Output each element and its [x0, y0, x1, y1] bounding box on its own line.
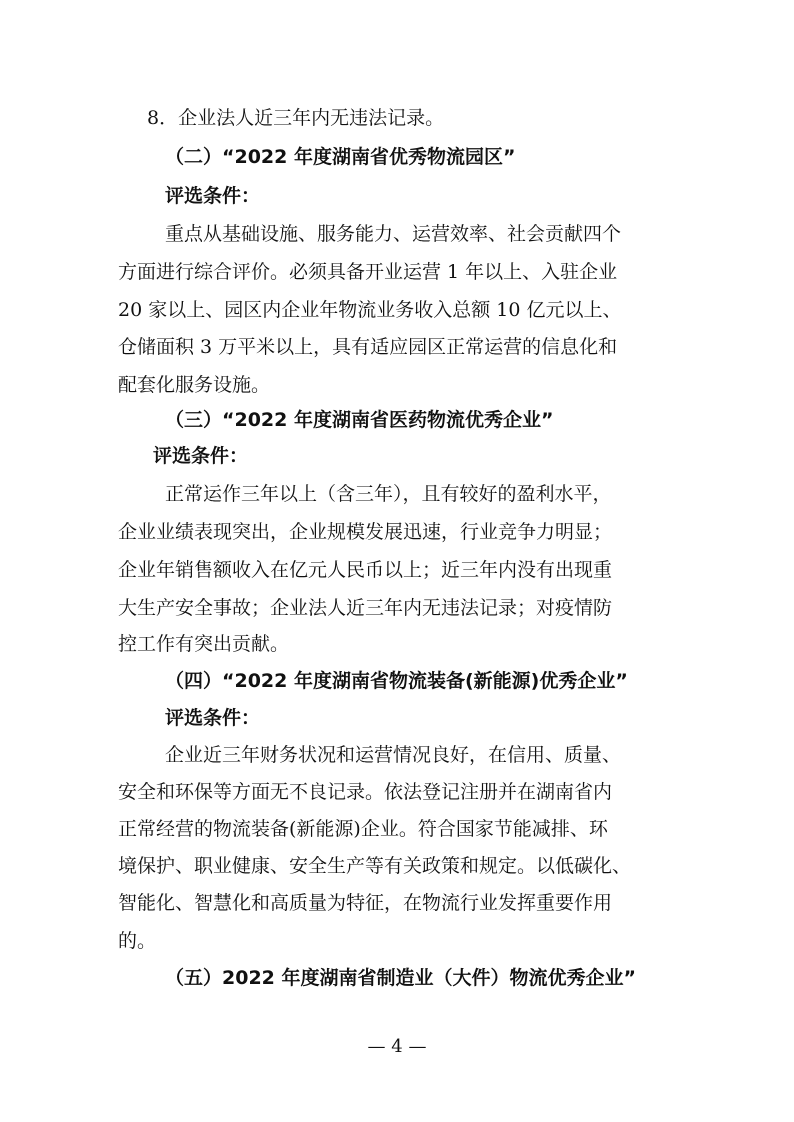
section-4-heading: （四）“2022 年度湖南省物流装备(新能源)优秀企业” — [165, 670, 628, 692]
item-8-text: 8．企业法人近三年内无违法记录。 — [147, 107, 445, 129]
page-number: — 4 — — [367, 1036, 427, 1057]
section-4-line: 企业近三年财务状况和运营情况良好，在信用、质量、 — [165, 744, 622, 766]
section-2-line: 方面进行综合评价。必须具备开业运营 1 年以上、入驻企业 — [118, 261, 618, 283]
section-4-line: 安全和环保等方面无不良记录。依法登记注册并在湖南省内 — [118, 781, 613, 803]
section-4-line: 智能化、智慧化和高质量为特征，在物流行业发挥重要作用 — [118, 892, 613, 914]
section-2-line: 配套化服务设施。 — [118, 374, 271, 396]
section-4-line: 境保护、职业健康、安全生产等有关政策和规定。以低碳化、 — [118, 855, 632, 877]
section-3-line: 大生产安全事故；企业法人近三年内无违法记录；对疫情防 — [118, 597, 613, 619]
section-3-line: 企业业绩表现突出，企业规模发展迅速，行业竞争力明显； — [118, 521, 613, 543]
section-5-heading: （五）2022 年度湖南省制造业（大件）物流优秀企业” — [165, 967, 636, 989]
section-2-line: 20 家以上、园区内企业年物流业务收入总额 10 亿元以上、 — [118, 299, 622, 321]
section-4-criteria-label: 评选条件： — [165, 707, 261, 729]
section-3-line: 控工作有突出贡献。 — [118, 633, 290, 655]
section-3-line: 正常运作三年以上（含三年），且有较好的盈利水平， — [165, 483, 612, 505]
section-2-heading: （二）“2022 年度湖南省优秀物流园区” — [165, 146, 516, 168]
section-4-line: 的。 — [118, 930, 157, 952]
section-3-criteria-label: 评选条件： — [153, 445, 249, 467]
section-2-line: 重点从基础设施、服务能力、运营效率、社会贡献四个 — [165, 223, 622, 245]
section-4-line: 正常经营的物流装备(新能源)企业。符合国家节能减排、环 — [118, 818, 608, 840]
section-3-line: 企业年销售额收入在亿元人民币以上；近三年内没有出现重 — [118, 559, 613, 581]
section-2-line: 仓储面积 3 万平米以上，具有适应园区正常运营的信息化和 — [118, 336, 618, 358]
section-2-criteria-label: 评选条件： — [165, 185, 261, 207]
section-3-heading: （三）“2022 年度湖南省医药物流优秀企业” — [165, 409, 554, 431]
